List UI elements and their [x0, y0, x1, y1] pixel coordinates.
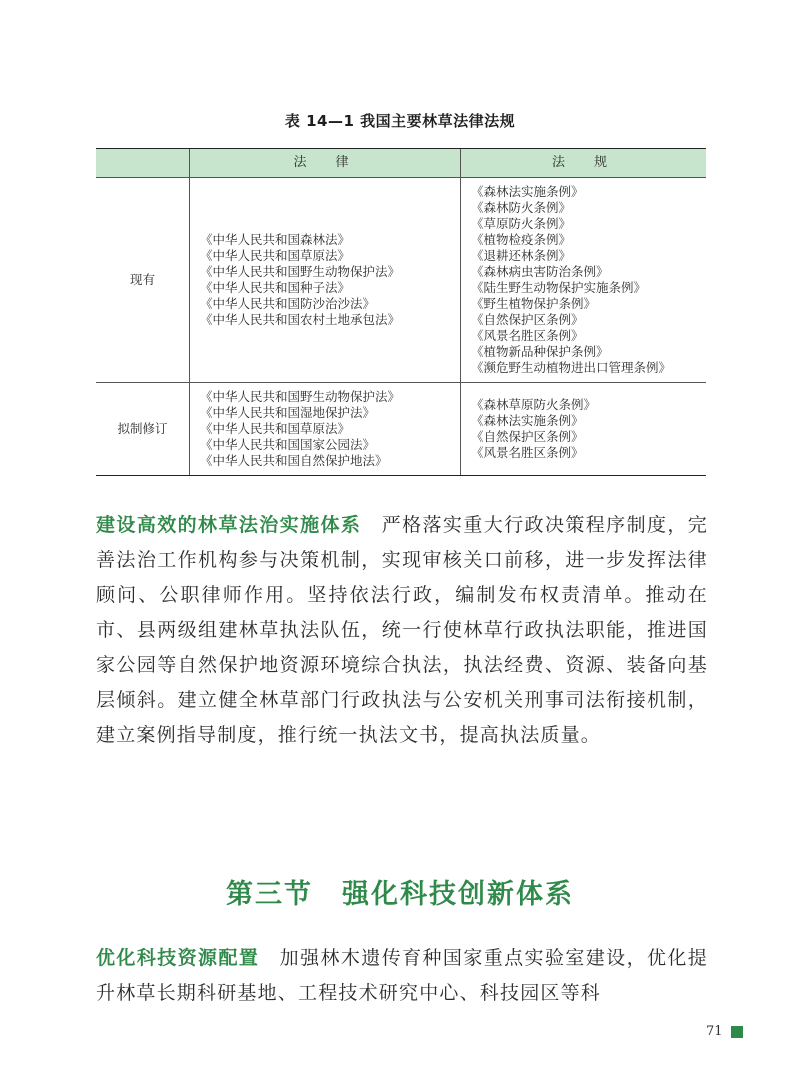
laws-regulations-table: [96, 148, 706, 476]
regulation-item: 《风景名胜区条例》: [471, 445, 584, 460]
regulation-item: 《森林防火条例》: [471, 200, 572, 215]
table-row: [96, 383, 706, 476]
regulation-item: 《风景名胜区条例》: [471, 328, 584, 343]
regulation-item: 《植物检疫条例》: [471, 232, 572, 247]
paragraph-tech-resources: [96, 941, 708, 1011]
page-number: 71: [706, 1024, 723, 1039]
law-item: 《中华人民共和国农村土地承包法》: [200, 312, 401, 327]
row-label: 现有: [96, 178, 190, 383]
regulations-cell: [461, 383, 707, 476]
table-row: [96, 178, 706, 383]
regulation-item: 《草原防火条例》: [471, 216, 572, 231]
law-item: 《中华人民共和国野生动物保护法》: [200, 389, 401, 404]
table-header-row: [96, 149, 706, 178]
regulation-item: 《森林草原防火条例》: [471, 397, 597, 412]
regulation-item: 《退耕还林条例》: [471, 248, 572, 263]
regulations-cell: [461, 178, 707, 383]
header-empty: [96, 149, 190, 178]
law-item: 《中华人民共和国种子法》: [200, 280, 351, 295]
page-marker-square: [731, 1026, 743, 1038]
laws-cell: [190, 178, 461, 383]
regulation-item: 《森林病虫害防治条例》: [471, 264, 609, 279]
law-item: 《中华人民共和国草原法》: [200, 421, 351, 436]
regulation-item: 《自然保护区条例》: [471, 312, 584, 327]
regulation-item: 《森林法实施条例》: [471, 413, 584, 428]
regulation-item: 《自然保护区条例》: [471, 429, 584, 444]
law-item: 《中华人民共和国森林法》: [200, 232, 351, 247]
law-item: 《中华人民共和国湿地保护法》: [200, 405, 376, 420]
section-title: 第三节 强化科技创新体系: [226, 879, 574, 910]
paragraph-text: 严格落实重大行政决策程序制度，完善法治工作机构参与决策机制，实现审核关口前移，进一步发挥法律顾问、公职律师作用。坚持依法行政，编制发布权责清单。推动在市、县两级组建林草执法队伍，统一行使林草行政执法职能，推进国家公园等自然保护地资源环境综合执法，执法经费、资源、装备向基层倾斜。建立健全林草部门行政执法与公安机关刑事司法衔接机制，建立案例指导制度，推行统一执法文书，提高执法质量。: [96, 514, 708, 746]
paragraph-text: 加强林木遗传育种国家重点实验室建设，优化提升林草长期科研基地、工程技术研究中心、科技园区等科: [96, 947, 709, 1004]
laws-cell: [190, 383, 461, 476]
law-item: 《中华人民共和国野生动物保护法》: [200, 264, 401, 279]
law-item: 《中华人民共和国国家公园法》: [200, 437, 376, 452]
paragraph-lead: 优化科技资源配置: [96, 947, 260, 969]
paragraph-lead: 建设高效的林草法治实施体系: [96, 514, 362, 536]
row-label: 拟制修订: [96, 383, 190, 476]
regulation-item: 《植物新品种保护条例》: [471, 344, 609, 359]
law-item: 《中华人民共和国防沙治沙法》: [200, 296, 376, 311]
law-item: 《中华人民共和国自然保护地法》: [200, 453, 388, 468]
regulation-item: 《森林法实施条例》: [471, 184, 584, 199]
law-item: 《中华人民共和国草原法》: [200, 248, 351, 263]
regulation-item: 《野生植物保护条例》: [471, 296, 597, 311]
regulation-item: 《濒危野生动植物进出口管理条例》: [471, 360, 672, 375]
table-caption: 表 14—1 我国主要林草法律法规: [284, 112, 516, 130]
header-laws: 法 律: [190, 149, 461, 178]
regulation-item: 《陆生野生动物保护实施条例》: [471, 280, 647, 295]
header-regulations: 法 规: [461, 149, 707, 178]
paragraph-legal-system: [96, 508, 708, 753]
